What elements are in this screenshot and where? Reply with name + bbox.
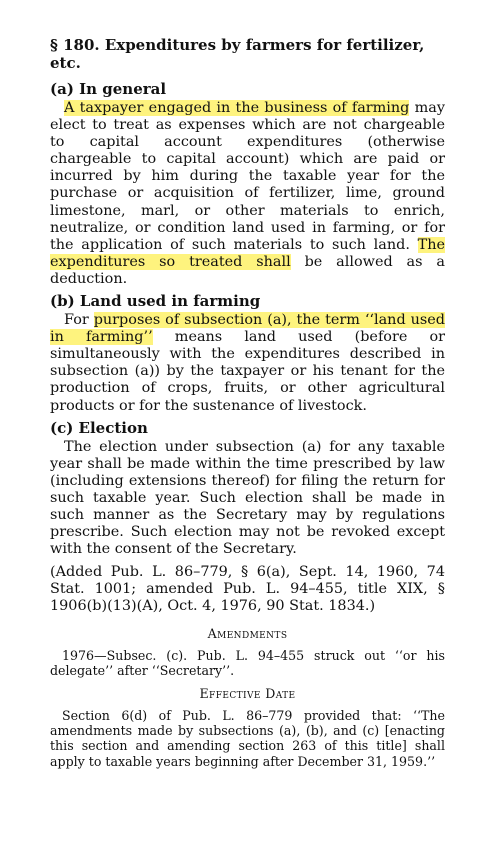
body-text: The election under subsection (a) for any taxable year shall be made within the time prescribed by law (including extensions thereof) for filing the return for such taxable year. Such election shall be made in such manner as the Secretary may by regulations prescribe. Such election may not be revoked except with the consent of the Secretary. (50, 438, 445, 558)
body-text: may elect to treat as expenses which are not chargeable to capital account expenditures (otherwise chargeable to capital account) which are paid or incurred by him during the taxable year for the purchase or acquisition of fertilizer, lime, ground limestone, marl, or other materials to enrich, neutralize, or condition land used in farming, or for the application of such materials to such land. (50, 100, 445, 253)
note-text-amendments: 1976—Subsec. (c). Pub. L. 94–455 struck out ‘‘or his delegate’’ after ‘‘Secretary’’. (50, 647, 445, 678)
section-title: § 180. Expenditures by farmers for fertilizer, etc. (50, 36, 425, 72)
subsection-c-text (50, 439, 445, 559)
source-credit: (Added Pub. L. 86–779, § 6(a), Sept. 14, 1960, 74 Stat. 1001; amended Pub. L. 94–455, title XIX, § 1906(b)(13)(A), Oct. 4, 1976, 90 Stat. 1834.) (50, 564, 445, 615)
note-amendments (50, 626, 445, 678)
note-heading-effective-date: Effective Date (199, 685, 296, 701)
body-text: be allowed as a deduction. (50, 253, 445, 287)
highlighted-text: purposes of subsection (a), the term ‘‘land used in farming’’ (50, 312, 445, 346)
subsection-b-text (50, 312, 445, 415)
highlighted-text: The expenditures so treated shall (50, 236, 445, 270)
subsection-b (50, 292, 445, 415)
note-text-effective-date: Section 6(d) of Pub. L. 86–779 provided that: ‘‘The amendments made by subsections (a), (b), and (c) [enacting this section and amending section 263 of this title] shall apply to taxable years beginning after December 31, 1959.’’ (50, 707, 445, 769)
subsection-c (50, 419, 445, 559)
subsection-b-heading: (b) Land used in farming (50, 292, 261, 311)
note-effective-date (50, 686, 445, 769)
subsection-a (50, 80, 445, 288)
highlighted-text: A taxpayer engaged in the business of farming (64, 100, 410, 116)
subsection-a-heading: (a) In general (50, 80, 167, 98)
subsection-a-text (50, 100, 445, 288)
body-text: For (64, 312, 94, 329)
note-heading-amendments: Amendments (207, 625, 288, 641)
subsection-c-heading: (c) Election (50, 418, 148, 437)
body-text: means land used (before or simultaneously with the expenditures described in subsection (a)) by the taxpayer or his tenant for the production of crops, fruits, or other agricultural products or for the sustenance of livestock. (50, 329, 446, 414)
